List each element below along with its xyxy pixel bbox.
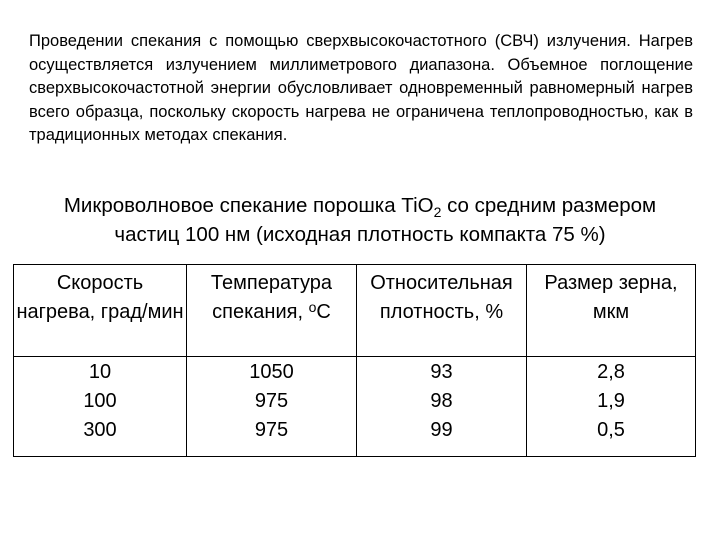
table-cell: 1,9 (597, 390, 625, 412)
temperature-values (187, 357, 357, 457)
grain-size-values (527, 357, 696, 457)
caption-line-2: частиц 100 нм (исходная плотность компакта 75 %) (114, 223, 606, 246)
table-cell: 100 (83, 390, 117, 412)
header-grain-size: Размер зерна, мкм (527, 265, 696, 357)
celsius-letter: С (316, 301, 331, 323)
header-temperature-label: Температура спекания, (210, 272, 333, 323)
degree-sign: o (308, 299, 317, 315)
density-values (357, 357, 527, 457)
header-heating-rate: Скорость нагрева, град/мин (14, 265, 187, 357)
caption-line-1-end: со средним размером (441, 194, 657, 217)
heating-rate-values (14, 357, 187, 457)
header-temperature (187, 265, 357, 357)
table-cell: 300 (83, 419, 117, 441)
table-cell: 0,5 (597, 419, 625, 441)
table-cell: 1050 (249, 361, 294, 383)
header-relative-density: Относительная плотность, % (357, 265, 527, 357)
table-row (14, 357, 696, 457)
caption-subscript: 2 (433, 204, 442, 220)
intro-paragraph: Проведении спекания с помощью сверхвысокочастотного (СВЧ) излучения. Нагрев осуществляется излучением миллиметрового диапазона. Объемное поглощение сверхвысокочастотной энергии обусловливает одновременный равномерный нагрев всего образца, поскольку скорость нагрева не ограничена теплопроводностью, как в традиционных методах спекания. (29, 32, 693, 145)
table-cell: 93 (430, 361, 453, 383)
caption-line-1 (0, 191, 720, 220)
table-cell: 98 (430, 390, 453, 412)
table-cell: 975 (254, 419, 289, 441)
table-header-row (14, 265, 696, 357)
table-cell: 2,8 (597, 361, 625, 383)
caption-line-1-start: Микроволновое спекание порошка TiO (63, 194, 434, 217)
table-cell: 10 (88, 361, 112, 383)
table-cell: 99 (430, 419, 453, 441)
sintering-table (13, 264, 696, 457)
table-cell: 975 (254, 390, 289, 412)
table-caption (0, 191, 720, 249)
